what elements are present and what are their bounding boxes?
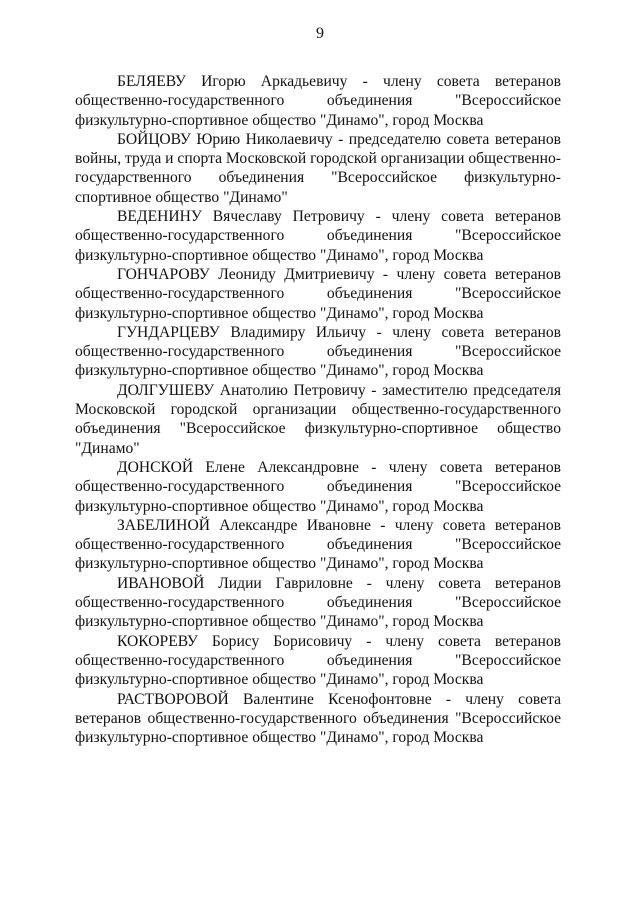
award-entry-kokorev: КОКОРЕВУ Борису Борисовичу - члену совета ветеранов общественно-государственного объединения "Всероссийское физкультурно-спортивное общество "Динамо", город Москва	[75, 632, 561, 689]
award-entry-donskaya: ДОНСКОЙ Елене Александровне - члену совета ветеранов общественно-государственного объединения "Всероссийское физкультурно-спортивное общество "Динамо", город Москва	[75, 458, 561, 515]
award-entry-zabelina: ЗАБЕЛИНОЙ Александре Ивановне - члену совета ветеранов общественно-государственного объединения "Всероссийское физкультурно-спортивное общество "Динамо", город Москва	[75, 516, 561, 573]
award-entry-vedenin: ВЕДЕНИНУ Вячеславу Петровичу - члену совета ветеранов общественно-государственного объединения "Всероссийское физкультурно-спортивное общество "Динамо", город Москва	[75, 208, 561, 264]
award-entry-gundartsev: ГУНДАРЦЕВУ Владимиру Ильичу - члену совета ветеранов общественно-государственного объединения "Всероссийское физкультурно-спортивное общество "Динамо", город Москва	[75, 323, 561, 380]
award-entry-boitsov: БОЙЦОВУ Юрию Николаевичу - председателю совета ветеранов войны, труда и спорта Московской городской организации общественно-государственного объединения "Всероссийское физкультурно-спортивное общество "Динамо"	[75, 130, 561, 206]
award-entry-rastvorova: РАСТВОРОВОЙ Валентине Ксенофонтовне - члену совета ветеранов общественно-государственного объединения "Всероссийское физкультурно-спортивное общество "Динамо", город Москва	[75, 690, 561, 747]
award-list	[75, 72, 561, 747]
award-entry-dolgushev: ДОЛГУШЕВУ Анатолию Петровичу - заместителю председателя Московской городской организации общественно-государственного объединения "Всероссийское физкультурно-спортивное общество "Динамо"	[75, 381, 561, 457]
page-number: 9	[316, 25, 324, 42]
award-entry-beliaev: БЕЛЯЕВУ Игорю Аркадьевичу - члену совета ветеранов общественно-государственного объединения "Всероссийское физкультурно-спортивное общество "Динамо", город Москва	[75, 73, 561, 129]
award-entry-goncharov: ГОНЧАРОВУ Леониду Дмитриевичу - члену совета ветеранов общественно-государственного объединения "Всероссийское физкультурно-спортивное общество "Динамо", город Москва	[75, 265, 561, 322]
award-entry-ivanova: ИВАНОВОЙ Лидии Гавриловне - члену совета ветеранов общественно-государственного объединения "Всероссийское физкультурно-спортивное общество "Динамо", город Москва	[75, 574, 561, 631]
